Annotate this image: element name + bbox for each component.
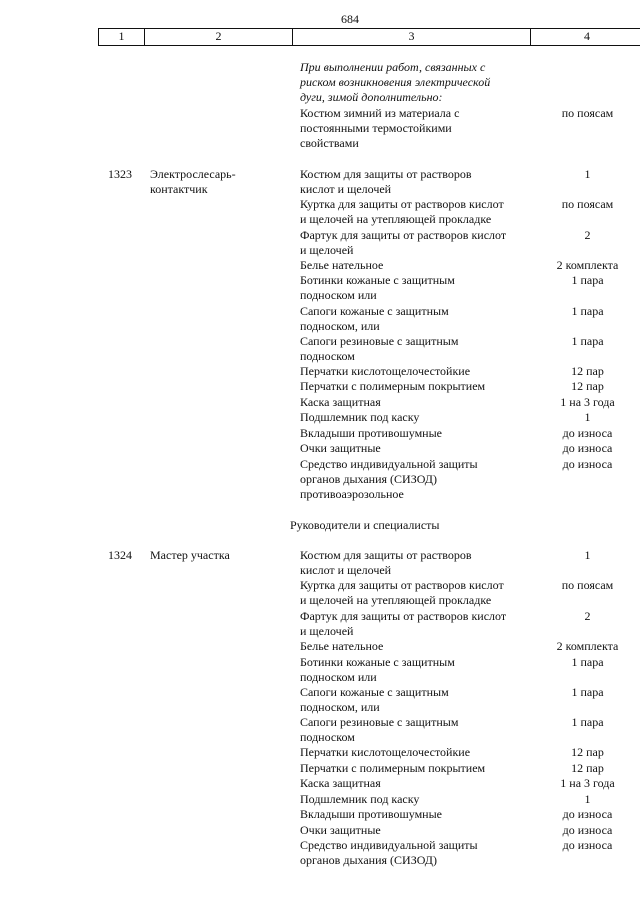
list-item-name: Фартук для защиты от растворов кислот и щелочей	[300, 228, 507, 257]
list-item-name: Подшлемник под каску	[300, 792, 420, 806]
list-item-name: Ботинки кожаные с защитным подноском или	[300, 273, 455, 302]
list-item-qty: 1	[584, 167, 591, 181]
list-item-name: Вкладыши противошумные	[300, 807, 442, 821]
list-item-qty: до износа	[562, 807, 613, 821]
column-header-3: 3	[292, 29, 530, 45]
list-item-qty: по поясам	[561, 578, 614, 592]
list-item-name: Очки защитные	[300, 823, 381, 837]
list-item-name: Белье нательное	[300, 258, 384, 272]
list-item-name: Фартук для защиты от растворов кислот и щелочей	[300, 609, 507, 638]
list-item-qty: по поясам	[561, 197, 614, 211]
page-number: 684	[341, 12, 359, 26]
list-item-qty: 12 пар	[571, 364, 604, 378]
list-item-name: Средство индивидуальной защиты органов дыхания (СИЗОД)	[300, 838, 478, 867]
list-item-name: Подшлемник под каску	[300, 410, 420, 424]
list-item-qty: 1 пара	[571, 655, 604, 669]
intro-note: При выполнении работ, связанных с риском возникновения электрической дуги, зимой дополнительно:	[300, 60, 491, 104]
list-item-qty: 1 пара	[571, 304, 604, 318]
list-item-name: Перчатки с полимерным покрытием	[300, 761, 486, 775]
list-item-qty: 1 пара	[571, 715, 604, 729]
list-item-qty: 12 пар	[571, 745, 604, 759]
list-item-name: Вкладыши противошумные	[300, 426, 442, 440]
intro-item-name: Костюм зимний из материала с постоянными термостойкими свойствами	[300, 106, 460, 150]
list-item-name: Куртка для защиты от растворов кислот и щелочей на утепляющей прокладке	[300, 578, 504, 607]
column-header-row	[98, 28, 640, 46]
list-item-qty: до износа	[562, 838, 613, 852]
list-item-name: Перчатки кислотощелочестойкие	[300, 364, 471, 378]
list-item-qty: 1 пара	[571, 273, 604, 287]
list-item-name: Сапоги резиновые с защитным подноском	[300, 334, 459, 363]
entry-profession: Электрослесарь- контактчик	[150, 167, 236, 196]
list-item-name: Каска защитная	[300, 776, 381, 790]
list-item-qty: 2 комплекта	[556, 258, 619, 272]
list-item-name: Перчатки кислотощелочестойкие	[300, 745, 471, 759]
list-item-qty: 1 пара	[571, 334, 604, 348]
list-item-qty: 12 пар	[571, 761, 604, 775]
list-item-name: Перчатки с полимерным покрытием	[300, 379, 486, 393]
list-item-name: Ботинки кожаные с защитным подноском или	[300, 655, 455, 684]
list-item-qty: 1	[584, 792, 591, 806]
list-item-qty: 2	[584, 609, 591, 623]
entry-number: 1323	[108, 167, 132, 181]
list-item-name: Сапоги кожаные с защитным подноском, или	[300, 685, 449, 714]
entry-number: 1324	[108, 548, 132, 562]
list-item-name: Белье нательное	[300, 639, 384, 653]
list-item-name: Сапоги кожаные с защитным подноском, или	[300, 304, 449, 333]
list-item-qty: 2	[584, 228, 591, 242]
list-item-qty: до износа	[562, 426, 613, 440]
list-item-qty: 2 комплекта	[556, 639, 619, 653]
list-item-qty: 1	[584, 410, 591, 424]
list-item-qty: 1 на 3 года	[560, 776, 615, 790]
list-item-qty: 12 пар	[571, 379, 604, 393]
list-item-name: Костюм для защиты от растворов кислот и щелочей	[300, 548, 472, 577]
list-item-qty: до износа	[562, 441, 613, 455]
list-item-qty: до износа	[562, 457, 613, 471]
list-item-name: Куртка для защиты от растворов кислот и щелочей на утепляющей прокладке	[300, 197, 504, 226]
column-header-2: 2	[144, 29, 292, 45]
list-item-name: Каска защитная	[300, 395, 381, 409]
section-heading: Руководители и специалисты	[290, 518, 440, 532]
list-item-name: Очки защитные	[300, 441, 381, 455]
list-item-name: Костюм для защиты от растворов кислот и щелочей	[300, 167, 472, 196]
list-item-name: Средство индивидуальной защиты органов дыхания (СИЗОД) противоаэрозольное	[300, 457, 478, 501]
column-header-1: 1	[98, 29, 144, 45]
column-header-4: 4	[530, 29, 640, 45]
list-item-qty: 1 на 3 года	[560, 395, 615, 409]
list-item-name: Сапоги резиновые с защитным подноском	[300, 715, 459, 744]
entry-profession: Мастер участка	[150, 548, 230, 562]
list-item-qty: 1	[584, 548, 591, 562]
list-item-qty: до износа	[562, 823, 613, 837]
intro-item-qty: по поясам	[561, 106, 614, 120]
list-item-qty: 1 пара	[571, 685, 604, 699]
